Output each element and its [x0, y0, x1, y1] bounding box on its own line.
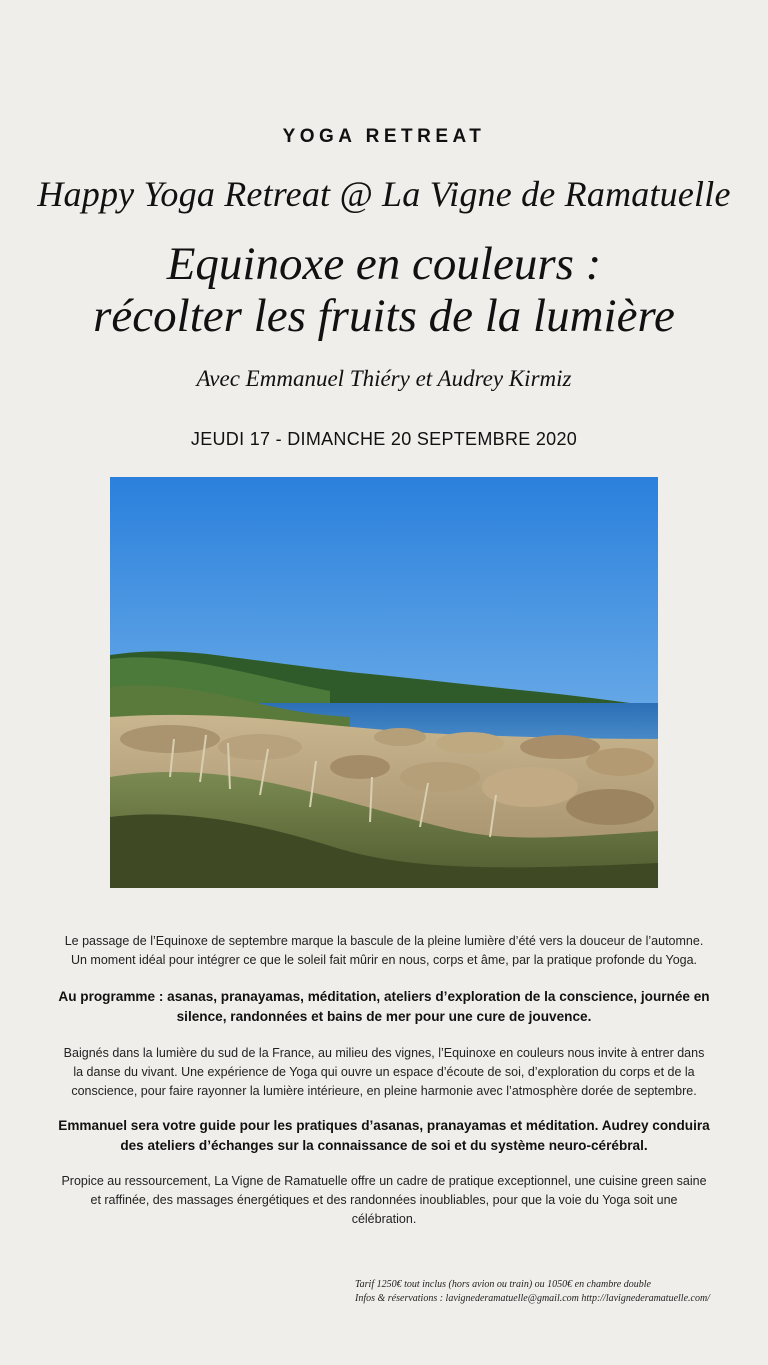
- coastal-landscape-photo: [110, 477, 658, 888]
- page-title: [0, 238, 768, 342]
- pricing-line: Tarif 1250€ tout inclus (hors avion ou train) ou 1050€ en chambre double: [355, 1279, 651, 1290]
- contact-line[interactable]: Infos & réservations : lavignederamatuelle@gmail.com http://lavignederamatuelle.com/: [355, 1293, 710, 1304]
- kicker-heading: YOGA RETREAT: [282, 126, 486, 147]
- hosts-line: Avec Emmanuel Thiéry et Audrey Kirmiz: [196, 366, 572, 391]
- event-dates: JEUDI 17 - DIMANCHE 20 SEPTEMBRE 2020: [190, 429, 578, 449]
- experience-paragraph: Baignés dans la lumière du sud de la France, au milieu des vignes, l’Equinoxe en couleurs nous invite à entrer dans la danse du vivant. Une expérience de Yoga qui ouvre un espace d’écoute de soi, d’exploration du corps et de la conscience, pour faire rayonner la lumière intérieure, en pleine harmonie avec l’atmosphère dorée de septembre.: [63, 1046, 705, 1098]
- guides-paragraph: Emmanuel sera votre guide pour les pratiques d’asanas, pranayamas et méditation. Audrey conduira des ateliers d’échanges sur la connaissance de soi et du système neuro-cérébral.: [58, 1118, 710, 1153]
- title-line-2: récolter les fruits de la lumière: [93, 290, 675, 342]
- footer-info: [355, 1278, 755, 1306]
- intro-paragraph: Le passage de l’Equinoxe de septembre marque la bascule de la pleine lumière d’été vers la douceur de l’automne. Un moment idéal pour intégrer ce que le soleil fait mûrir en nous, corps et âme, par la pratique profonde du Yoga.: [64, 934, 704, 967]
- program-paragraph: Au programme : asanas, pranayamas, méditation, ateliers d’exploration de la conscience, journée en silence, randonnées et bains de mer pour une cure de jouvence.: [58, 989, 710, 1024]
- venue-paragraph: Propice au ressourcement, La Vigne de Ramatuelle offre un cadre de pratique exceptionnel, une cuisine green saine et raffinée, des massages énergétiques et des randonnées inoubliables, pour que la voie du Yoga soit une célébration.: [61, 1174, 707, 1226]
- title-line-1: Equinoxe en couleurs :: [166, 238, 602, 290]
- retreat-subtitle: Happy Yoga Retreat @ La Vigne de Ramatuelle: [37, 174, 731, 214]
